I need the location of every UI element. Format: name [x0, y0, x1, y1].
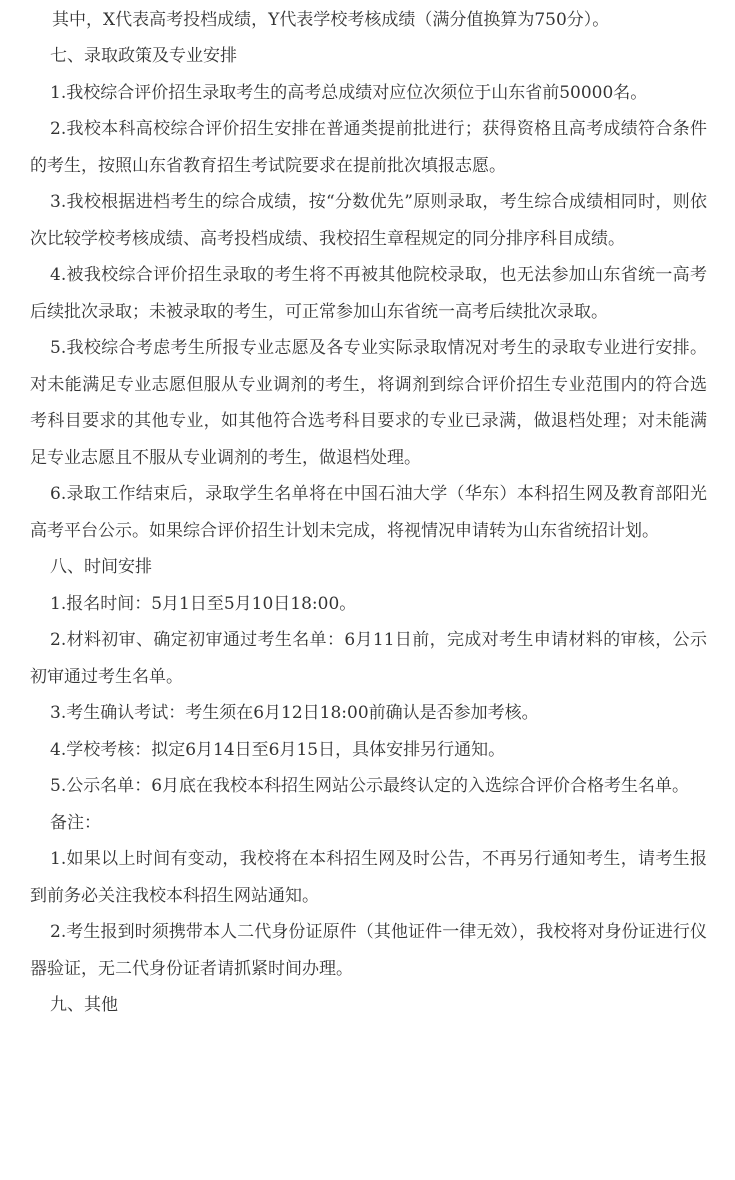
intro-paragraph: 其中，X代表高考投档成绩，Y代表学校考核成绩（满分值换算为750分）。 [52, 10, 610, 30]
section-7-item-5: 5.我校综合考虑考生所报专业志愿及各专业实际录取情况对考生的录取专业进行安排。对未能满足专业志愿但服从专业调剂的考生，将调剂到综合评价招生专业范围内的符合选考科目要求的其他专业，如其他符合选考科目要求的专业已录满，做退档处理；对未能满足专业志愿且不服从专业调剂的考生，做退档处理。 [30, 338, 707, 468]
section-9-heading: 九、其他 [50, 995, 118, 1015]
notes-item-2: 2.考生报到时须携带本人二代身份证原件（其他证件一律无效），我校将对身份证进行仪器验证，无二代身份证者请抓紧时间办理。 [30, 922, 707, 979]
section-8-item-1: 1.报名时间：5月1日至5月10日18:00。 [50, 593, 357, 614]
section-8-item-3: 3.考生确认考试：考生须在6月12日18:00前确认是否参加考核。 [50, 703, 539, 723]
section-7-item-2: 2.我校本科高校综合评价招生安排在普通类提前批进行；获得资格且高考成绩符合条件的考生，按照山东省教育招生考试院要求在提前批次填报志愿。 [30, 119, 707, 176]
section-8-item-5: 5.公示名单：6月底在我校本科招生网站公示最终认定的入选综合评价合格考生名单。 [50, 776, 690, 796]
section-7-item-4: 4.被我校综合评价招生录取的考生将不再被其他院校录取，也无法参加山东省统一高考后续批次录取；未被录取的考生，可正常参加山东省统一高考后续批次录取。 [30, 265, 707, 322]
section-8-item-4: 4.学校考核：拟定6月14日至6月15日，具体安排另行通知。 [50, 739, 506, 760]
section-7-item-6: 6.录取工作结束后，录取学生名单将在中国石油大学（华东）本科招生网及教育部阳光高考平台公示。如果综合评价招生计划未完成，将视情况申请转为山东省统招计划。 [30, 484, 707, 541]
section-8-item-2: 2.材料初审、确定初审通过考生名单：6月11日前，完成对考生申请材料的审核，公示初审通过考生名单。 [30, 630, 707, 687]
notes-item-1: 1.如果以上时间有变动，我校将在本科招生网及时公告，不再另行通知考生，请考生报到前务必关注我校本科招生网站通知。 [30, 849, 707, 906]
section-7-item-1: 1.我校综合评价招生录取考生的高考总成绩对应位次须位于山东省前50000名。 [50, 82, 648, 103]
admission-document [0, 2, 735, 1024]
section-8-heading: 八、时间安排 [50, 557, 152, 577]
section-7-item-3: 3.我校根据进档考生的综合成绩，按“分数优先”原则录取，考生综合成绩相同时，则依次比较学校考核成绩、高考投档成绩、我校招生章程规定的同分排序科目成绩。 [30, 192, 707, 249]
notes-heading: 备注： [50, 812, 101, 833]
section-7-heading: 七、录取政策及专业安排 [50, 46, 237, 66]
